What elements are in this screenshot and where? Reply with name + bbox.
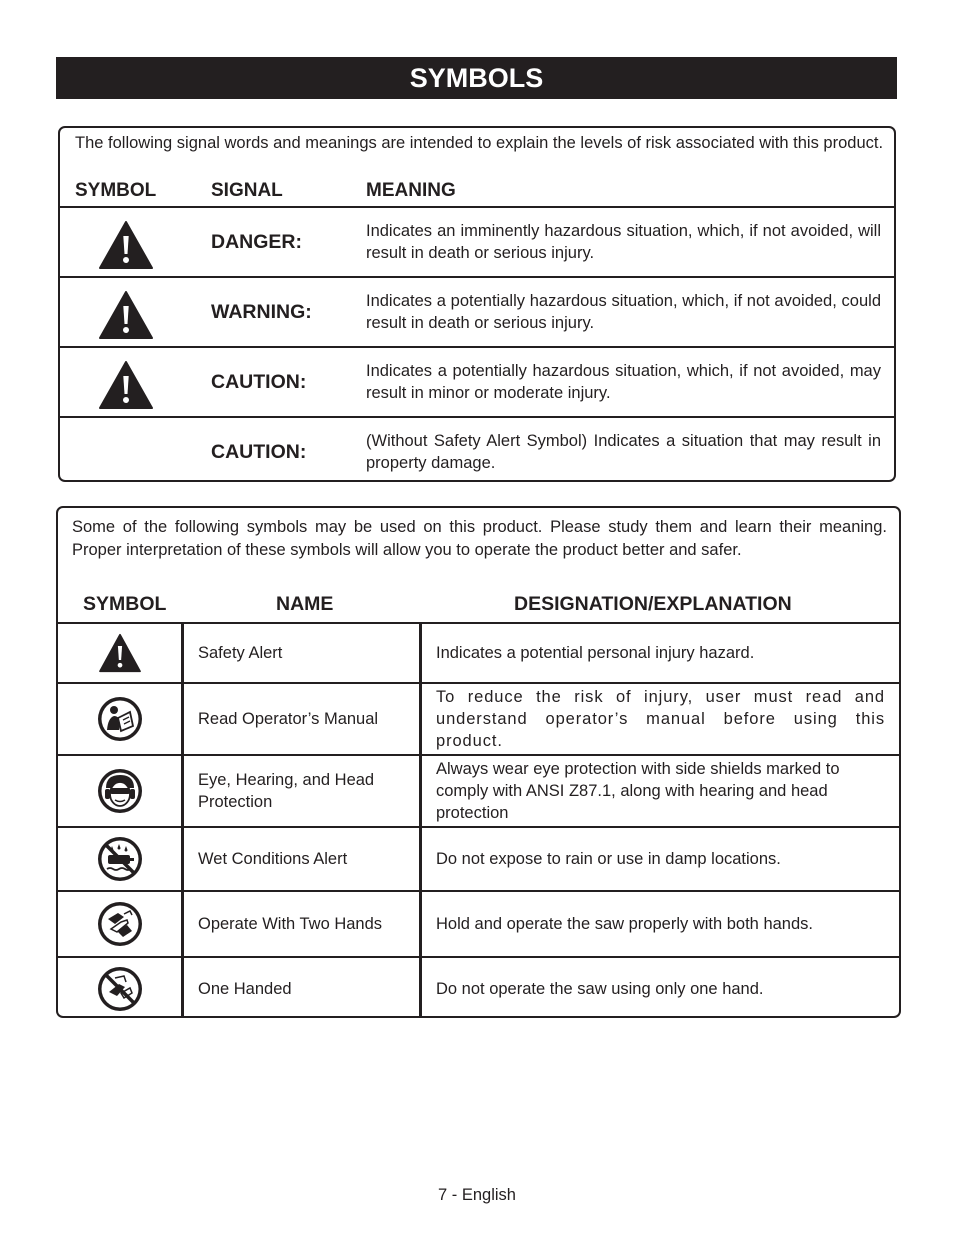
symbol-name-text: Wet Conditions Alert xyxy=(198,850,348,868)
symbol-table-intro: Some of the following symbols may be used on this product. Please study them and learn their meaning. Proper interpretation of these symbols will allow you to operate the product better and safer. xyxy=(72,518,887,559)
page-footer: 7 - English xyxy=(438,1186,516,1204)
symbol-cell xyxy=(58,892,184,956)
safety-alert-icon xyxy=(98,220,154,270)
symbol-name-text: One Handed xyxy=(198,980,292,998)
signal-meaning xyxy=(366,278,881,346)
signal-row xyxy=(60,416,894,482)
header-symbol: SYMBOL xyxy=(83,593,167,615)
symbol-name xyxy=(184,624,422,682)
table-row xyxy=(58,826,899,890)
symbol-name xyxy=(184,684,422,754)
safety-alert-icon xyxy=(98,360,154,410)
header-meaning: MEANING xyxy=(366,180,456,201)
symbol-explanation-text: To reduce the risk of injury, user must read and understand operator’s manual before using this product. xyxy=(436,688,885,750)
signal-row xyxy=(60,276,894,346)
signal-words-table xyxy=(58,126,896,482)
table-row xyxy=(58,754,899,826)
signal-meaning xyxy=(366,348,881,416)
symbol-name-text: Read Operator’s Manual xyxy=(198,710,379,728)
wet-conditions-icon xyxy=(97,836,143,882)
symbols-table xyxy=(56,506,901,1018)
symbol-name xyxy=(184,958,422,1018)
symbol-name-text: Eye, Hearing, and Head Protection xyxy=(198,771,375,811)
signal-table-intro: The following signal words and meanings are intended to explain the levels of risk associated with this product. xyxy=(75,134,884,152)
symbol-cell xyxy=(58,684,184,754)
header-signal: SIGNAL xyxy=(211,180,283,201)
signal-word: WARNING: xyxy=(211,301,312,323)
symbol-name-text: Operate With Two Hands xyxy=(198,915,383,933)
eye-hearing-head-protection-icon xyxy=(97,768,143,814)
signal-meaning-text: Indicates an imminently hazardous situation, which, if not avoided, will result in death or serious injury. xyxy=(366,222,881,262)
signal-meaning-text: (Without Safety Alert Symbol) Indicates a situation that may result in property damage. xyxy=(366,432,881,472)
safety-alert-icon xyxy=(97,633,143,673)
symbol-explanation xyxy=(422,624,899,682)
signal-word: CAUTION: xyxy=(211,371,307,393)
page-title: SYMBOLS xyxy=(56,57,897,99)
header-name: NAME xyxy=(276,593,334,615)
table-row xyxy=(58,890,899,956)
symbol-name xyxy=(184,828,422,890)
signal-row xyxy=(60,346,894,416)
symbol-explanation-text: Do not operate the saw using only one hand. xyxy=(436,980,764,998)
symbol-cell xyxy=(58,828,184,890)
table-row xyxy=(58,956,899,1018)
symbol-explanation xyxy=(422,828,899,890)
table-row xyxy=(58,682,899,754)
symbol-explanation-text: Do not expose to rain or use in damp locations. xyxy=(436,850,781,868)
signal-meaning-text: Indicates a potentially hazardous situation, which, if not avoided, could result in death or serious injury. xyxy=(366,292,881,332)
one-handed-prohibited-icon xyxy=(97,966,143,1012)
symbol-explanation xyxy=(422,892,899,956)
symbol-explanation xyxy=(422,684,899,754)
two-hands-icon xyxy=(97,901,143,947)
signal-meaning xyxy=(366,418,881,482)
safety-alert-icon xyxy=(98,290,154,340)
symbol-name xyxy=(184,892,422,956)
symbol-name xyxy=(184,756,422,826)
signal-word: DANGER: xyxy=(211,231,302,253)
read-manual-icon xyxy=(97,696,143,742)
symbol-explanation-text: Indicates a potential personal injury hazard. xyxy=(436,644,755,662)
symbol-cell xyxy=(58,624,184,682)
signal-row xyxy=(60,206,894,276)
symbol-cell xyxy=(58,756,184,826)
symbol-explanation xyxy=(422,958,899,1018)
header-designation: DESIGNATION/EXPLANATION xyxy=(514,593,792,615)
symbol-explanation xyxy=(422,756,899,826)
signal-word: CAUTION: xyxy=(211,441,307,463)
header-symbol: SYMBOL xyxy=(75,180,157,201)
signal-meaning-text: Indicates a potentially hazardous situation, which, if not avoided, may result in minor or moderate injury. xyxy=(366,362,881,402)
table-row xyxy=(58,622,899,682)
signal-meaning xyxy=(366,208,881,276)
symbol-explanation-text: Hold and operate the saw properly with both hands. xyxy=(436,915,813,933)
symbol-explanation-text: Always wear eye protection with side shields marked to comply with ANSI Z87.1, along with hearing and head protection xyxy=(436,760,840,822)
symbol-name-text: Safety Alert xyxy=(198,644,283,662)
symbol-cell xyxy=(58,958,184,1018)
